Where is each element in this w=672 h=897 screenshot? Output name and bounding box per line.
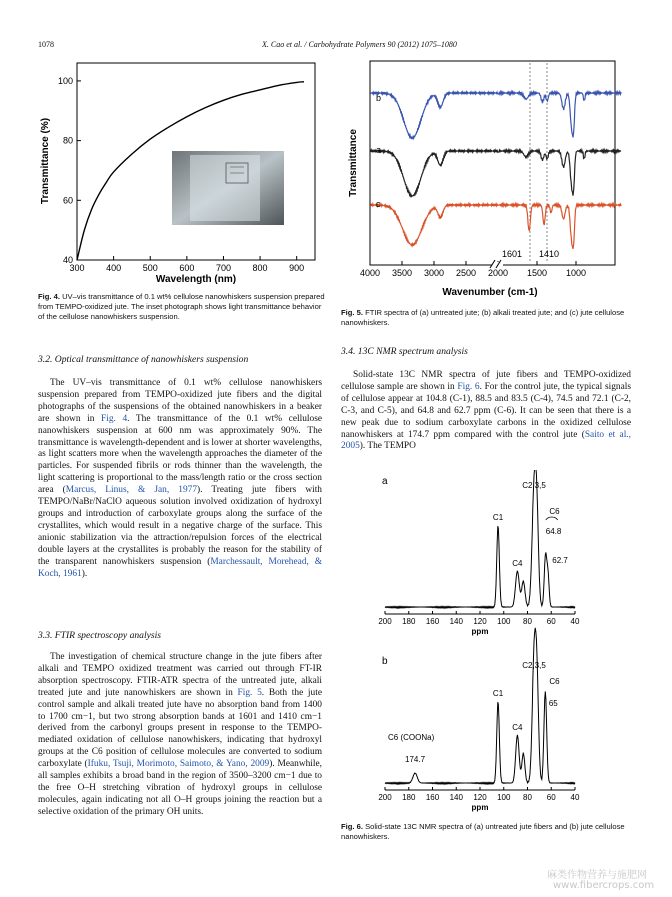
fig6-x-tick-label-a-40: 40 <box>570 617 580 626</box>
ref-saito-link[interactable]: Saito et al., 2005 <box>341 429 631 452</box>
fig6-spectrum-a <box>385 470 575 608</box>
watermark-url: www.fibercrops.com <box>553 880 655 891</box>
fig6-panel-label-b: b <box>382 656 388 667</box>
fig5-x-tick-label-1500: 1500 <box>526 268 548 278</box>
section-3-2-paragraph: The UV–vis transmittance of 0.1 wt% cellulose nanowhiskers suspension prepared from TEMPO-oxidized jute fibers and the digital photographs of the suspensions of the obtained nanowhiskers in a beaker are shown in Fig. 4. The transmittance of the 0.1 wt% cellulose nanowhiskers suspension at 600 nm was approximately 90%. The transmittance is wavelength-dependent and is lower at shorter wavelengths, as light scatters more when the wavelength approaches the diameter of the particles. For suspended fibrils or rods thinner than the wavelength, the light scattering is proportional to the mass/length ratio or the cross section area (Marcus, Linus, & Jan, 1977). Treating jute fibers with TEMPO/NaBr/NaClO aqueous solution involved oxidization of hydroxyl groups and introduction of carboxylate groups along the surface of the crystallites, which would result in a negative charge of the surface. This anionic stabilization via the attraction/repulsion forces of the electrical double layers at the crystallites is probably the reason for the stability of the transparent nanowhiskers suspension (Marchessault, Morehead, & Koch, 1961). <box>38 378 323 579</box>
fig4-y-tick-label-40: 40 <box>62 255 73 265</box>
fig6-x-tick-label-a-140: 140 <box>449 617 463 626</box>
fig5-annotation-1410: 1410 <box>539 249 560 259</box>
fig6-peak-label-a-1: C4 <box>512 559 523 568</box>
fig6-peak-label-a-3: 64.8 <box>545 527 562 536</box>
fig6-peak-label-b-4: 65 <box>548 699 558 708</box>
fig5-annotation-1601: 1601 <box>502 249 523 259</box>
fig5-x-tick-label-3000: 3000 <box>423 268 445 278</box>
fig6-x-tick-label-b-200: 200 <box>378 793 392 802</box>
fig5-series-label-b: b <box>376 93 382 103</box>
fig4-x-tick-label-700: 700 <box>215 263 231 273</box>
fig4-x-tick-label-500: 500 <box>142 263 158 273</box>
fig5-x-tick-label-4000: 4000 <box>359 268 381 278</box>
running-header: X. Cao et al. / Carbohydrate Polymers 90 (2012) 1075–1080 <box>262 40 457 49</box>
fig5-chart <box>340 55 630 300</box>
fig5-x-tick-label-2000: 2000 <box>487 268 509 278</box>
fig5-x-axis-label: Wavenumber (cm-1) <box>442 287 538 298</box>
ref-marcus-link[interactable]: Marcus, Linus, & Jan, 1977 <box>65 485 198 496</box>
fig5-series-b <box>371 92 621 139</box>
fig6-x-tick-label-b-180: 180 <box>402 793 416 802</box>
fig4-y-axis-label: Transmittance (%) <box>40 117 51 205</box>
fig6-caption: Fig. 6. Solid-state 13C NMR spectra of (a) untreated jute fibers and (b) jute cellulose nanowhiskers. <box>341 822 625 841</box>
fig6-x-tick-label-a-180: 180 <box>402 617 416 626</box>
fig6-peak-label-b-2: C4 <box>512 723 523 732</box>
page-number: 1078 <box>38 40 54 49</box>
fig6-x-tick-label-a-120: 120 <box>473 617 487 626</box>
fig6-peak-label-a-4: 62.7 <box>552 556 568 565</box>
section-3-3-heading: 3.3. FTIR spectroscopy analysis <box>38 630 162 641</box>
fig6-x-tick-label-a-100: 100 <box>497 617 511 626</box>
fig4-y-tick-label-100: 100 <box>57 75 73 86</box>
fig4-y-tick-label-60: 60 <box>62 195 73 206</box>
fig6-x-tick-label-b-100: 100 <box>497 793 511 802</box>
fig6-coona-label: C6 (COONa) <box>388 733 435 742</box>
fig5-x-tick-label-1000: 1000 <box>565 268 587 278</box>
fig6-x-axis-label-b: ppm <box>471 803 489 812</box>
fig6-x-tick-label-b-160: 160 <box>425 793 440 802</box>
fig6-x-axis-label-a: ppm <box>471 627 489 636</box>
section-3-2-heading: 3.2. Optical transmittance of nanowhiskers suspension <box>38 354 249 365</box>
fig5-series-a <box>371 150 621 197</box>
fig4-x-tick-label-400: 400 <box>106 263 122 273</box>
fig6-c6-bracket-a <box>546 517 558 520</box>
fig5-x-tick-label-2500: 2500 <box>455 268 477 278</box>
fig6-chart <box>350 470 625 815</box>
fig5-caption: Fig. 5. FTIR spectra of (a) untreated jute; (b) alkali treated jute; and (c) jute cellulose nanowhiskers. <box>341 308 625 327</box>
ref-fig6-link[interactable]: Fig. 6 <box>457 381 480 392</box>
fig4-x-tick-label-800: 800 <box>252 263 268 273</box>
fig4-caption: Fig. 4. UV–vis transmittance of 0.1 wt% cellulose nanowhiskers suspension prepared from TEMPO-oxidized jute. The inset photograph shows light transmittance behavior of the cellulose nanowhiskers suspension. <box>38 292 325 321</box>
fig6-peak-label-b-1: C1 <box>492 689 504 698</box>
fig6-x-tick-label-b-140: 140 <box>449 793 463 802</box>
ref-marchessault-link[interactable]: Marchessault, Morehead, & Koch, 1961 <box>38 556 322 579</box>
fig6-x-tick-label-a-80: 80 <box>523 617 532 626</box>
fig6-x-tick-label-b-80: 80 <box>523 793 532 802</box>
fig5-y-axis-label: Transmittance <box>348 129 359 197</box>
fig6-peak-label-a-2: C2,3,5 <box>522 481 546 490</box>
fig4-y-tick-label-80: 80 <box>62 135 73 146</box>
ref-fig5-link[interactable]: Fig. 5 <box>237 687 262 698</box>
fig5-plot-frame <box>370 61 615 265</box>
fig4-chart <box>30 55 325 287</box>
watermark-cn: 麻类作物营养与施肥网 <box>547 870 647 881</box>
section-3-3-paragraph: The investigation of chemical structure change in the jute fibers after alkali and TEMPO oxidized treatment was carried out through FT-IR absorption spectroscopy. FTIR-ATR spectra of the untreated jute, alkali treated jute and jute nanowhiskers are shown in Fig. 5. Both the jute control sample and alkali treated jute have no absorption band from 1400 to 1700 cm−1, but two strong absorption bands at 1601 and 1410 cm−1 derived from the carbonyl groups present in response to the TEMPO-mediated oxidation of cellulose nanowhiskers, indicating that hydroxyl groups at the C6 position of cellulose molecules are converted to sodium carboxylate (Ifuku, Tsuji, Morimoto, Saimoto, & Yano, 2009). Meanwhile, all samples exhibits a broad band in the region of 3500–3200 cm−1 due to the free O–H stretching vibration of hydroxyl groups in cellulose molecules, again indicating not all O–H groups joining the reaction but a selective oxidation of the primary OH units. <box>38 652 322 817</box>
fig4-x-axis-label: Wavelength (nm) <box>155 274 237 285</box>
fig6-peak-label-a-0: C1 <box>492 513 504 522</box>
fig4-x-tick-label-300: 300 <box>69 263 85 273</box>
fig6-peak-label-b-3: C2,3,5 <box>522 661 546 670</box>
fig6-x-tick-label-a-200: 200 <box>378 617 392 626</box>
ref-ifuku-link[interactable]: Ifuku, Tsuji, Morimoto, Saimoto, & Yano, 2009 <box>87 759 270 770</box>
ref-fig4-link[interactable]: Fig. 4 <box>101 413 128 424</box>
fig5-x-tick-label-3500: 3500 <box>391 268 413 278</box>
fig6-peak-label-b-0: 174.7 <box>405 755 426 764</box>
fig5-series-label-c: c <box>376 199 381 209</box>
fig6-panel-label-a: a <box>382 476 388 487</box>
fig6-x-tick-label-b-120: 120 <box>473 793 487 802</box>
fig6-c6-label-b: C6 <box>549 677 560 686</box>
fig6-c6-label-a: C6 <box>549 507 560 516</box>
fig5-series-label-a: a <box>376 145 382 155</box>
fig6-x-tick-label-b-40: 40 <box>570 793 580 802</box>
fig6-x-tick-label-a-160: 160 <box>425 617 440 626</box>
fig4-x-tick-label-600: 600 <box>179 263 195 273</box>
fig5-series-c <box>371 204 621 249</box>
fig6-x-tick-label-b-60: 60 <box>546 793 556 802</box>
section-3-4-paragraph: Solid-state 13C NMR spectra of jute fibers and TEMPO-oxidized cellulose sample are shown in Fig. 6. For the control jute, the typical signals of cellulose appear at 104.8 (C-1), 88.5 and 83.5 (C-4), 74.5 and 72.1 (C-2, C-3, and C-5), and 64.8 and 62.7 ppm (C-6). It can be seen that there is a new peak due to sodium carboxylate carbons in the oxidized cellulose nanowhiskers at 174.7 ppm compared with the control jute (Saito et al., 2005). The TEMPO <box>341 370 631 452</box>
inset-photograph <box>172 151 284 225</box>
fig6-x-tick-label-a-60: 60 <box>546 617 556 626</box>
fig4-x-tick-label-900: 900 <box>289 263 305 273</box>
section-3-4-heading: 3.4. 13C NMR spectrum analysis <box>341 346 468 357</box>
